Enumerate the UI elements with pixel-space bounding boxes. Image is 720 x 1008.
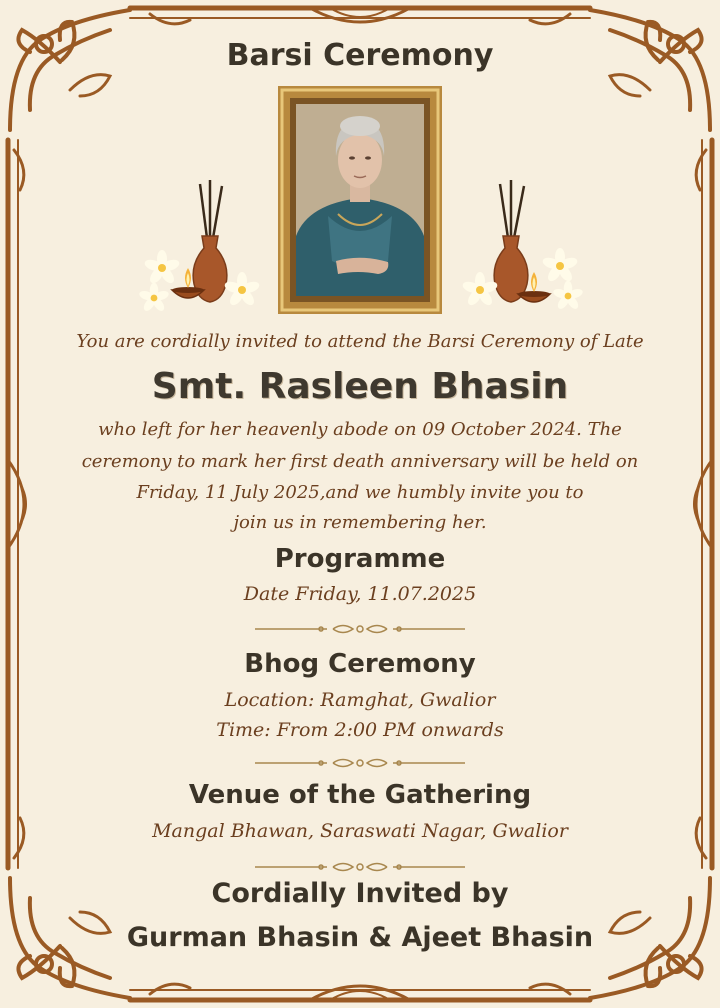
bhog-time: Time: From 2:00 PM onwards: [216, 719, 504, 741]
flourish-divider-icon: [255, 756, 465, 770]
message-line: join us in remembering her.: [233, 512, 487, 533]
message-line: who left for her heavenly abode on 09 October 2024. The: [98, 419, 622, 440]
portrait-photo: [278, 86, 442, 314]
bhog-location: Location: Ramghat, Gwalior: [224, 689, 496, 711]
message-line: Friday, 11 July 2025,and we humbly invite you to: [136, 482, 584, 503]
programme-heading: Programme: [274, 544, 446, 574]
invited-by-names: Gurman Bhasin & Ajeet Bhasin: [126, 922, 594, 953]
invited-by-heading: Cordially Invited by: [211, 878, 509, 909]
programme-date: Date Friday, 11.07.2025: [243, 583, 477, 605]
flourish-divider-icon: [255, 622, 465, 636]
deceased-name: Smt. Rasleen Bhasin: [151, 366, 569, 407]
bhog-heading: Bhog Ceremony: [244, 649, 476, 679]
venue-address: Mangal Bhawan, Saraswati Nagar, Gwalior: [152, 820, 568, 842]
diya-lamp-icon: [456, 176, 590, 316]
message-line: ceremony to mark her first death anniversary will be held on: [81, 451, 639, 472]
incense-vase-icon: [134, 176, 268, 316]
invite-line: You are cordially invited to attend the Barsi Ceremony of Late: [76, 331, 644, 352]
flourish-divider-icon: [255, 860, 465, 874]
venue-heading: Venue of the Gathering: [188, 780, 532, 810]
page-title: Barsi Ceremony: [226, 38, 494, 73]
